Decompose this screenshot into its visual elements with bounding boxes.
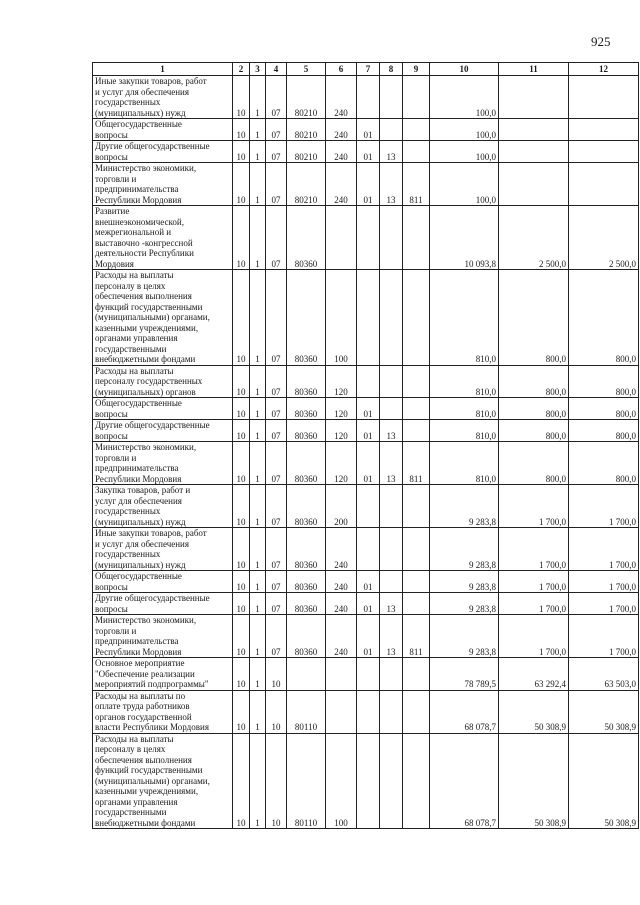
- row-name-cell: Другие общегосударственные вопросы: [93, 593, 233, 615]
- amount-cell: [499, 163, 569, 206]
- amount-cell: 2 500,0: [499, 206, 569, 270]
- amount-cell: [569, 141, 639, 163]
- code-cell: 80210: [287, 119, 326, 141]
- row-name-cell: Министерство экономики, торговли и предпринимательства Республики Мордовия: [93, 442, 233, 485]
- code-cell: 10: [266, 690, 287, 733]
- code-cell: 1: [250, 658, 266, 691]
- column-header: 1: [93, 63, 233, 76]
- code-cell: [357, 733, 380, 829]
- amount-cell: 1 700,0: [569, 485, 639, 528]
- code-cell: 1: [250, 690, 266, 733]
- code-cell: [403, 485, 430, 528]
- code-cell: 07: [266, 141, 287, 163]
- code-cell: [380, 365, 403, 398]
- amount-cell: 1 700,0: [499, 528, 569, 571]
- code-cell: 01: [357, 398, 380, 420]
- row-name-cell: Расходы на выплаты персоналу в целях обеспечения выполнения функций государственными (муниципальными) органами, казенными учреждениями, органами управления государственными внебюджетными фондами: [93, 733, 233, 829]
- code-cell: 13: [380, 442, 403, 485]
- budget-table: [92, 62, 639, 829]
- code-cell: 01: [357, 119, 380, 141]
- row-name-cell: Закупка товаров, работ и услуг для обеспечения государственных (муниципальных) нужд: [93, 485, 233, 528]
- code-cell: [380, 119, 403, 141]
- code-cell: [380, 76, 403, 119]
- amount-cell: [499, 141, 569, 163]
- code-cell: 10: [233, 420, 250, 442]
- amount-cell: 800,0: [499, 365, 569, 398]
- table-body: [93, 76, 639, 829]
- code-cell: 120: [326, 398, 357, 420]
- row-name-cell: Основное мероприятие "Обеспечение реализации мероприятий подпрограммы": [93, 658, 233, 691]
- table-row: [93, 442, 639, 485]
- row-name-cell: Развитие внешнеэкономической, межрегиональной и выставочно -конгрессной деятельности Республики Мордовия: [93, 206, 233, 270]
- code-cell: [357, 206, 380, 270]
- code-cell: 10: [233, 690, 250, 733]
- code-cell: 10: [233, 733, 250, 829]
- amount-cell: 9 283,8: [430, 593, 499, 615]
- code-cell: 07: [266, 420, 287, 442]
- code-cell: 1: [250, 398, 266, 420]
- code-cell: [357, 485, 380, 528]
- code-cell: 1: [250, 270, 266, 366]
- code-cell: [403, 658, 430, 691]
- amount-cell: 68 078,7: [430, 733, 499, 829]
- amount-cell: 810,0: [430, 398, 499, 420]
- code-cell: 80360: [287, 442, 326, 485]
- code-cell: 01: [357, 141, 380, 163]
- column-header: 5: [287, 63, 326, 76]
- code-cell: [403, 420, 430, 442]
- table-row: [93, 658, 639, 691]
- column-header: 11: [499, 63, 569, 76]
- code-cell: 80360: [287, 593, 326, 615]
- code-cell: 07: [266, 528, 287, 571]
- table-row: [93, 485, 639, 528]
- amount-cell: 1 700,0: [569, 593, 639, 615]
- amount-cell: [499, 119, 569, 141]
- code-cell: 13: [380, 615, 403, 658]
- code-cell: [403, 206, 430, 270]
- code-cell: 10: [233, 398, 250, 420]
- code-cell: 01: [357, 571, 380, 593]
- code-cell: 07: [266, 365, 287, 398]
- code-cell: 80110: [287, 690, 326, 733]
- code-cell: 07: [266, 615, 287, 658]
- code-cell: [357, 658, 380, 691]
- code-cell: 240: [326, 593, 357, 615]
- code-cell: 10: [233, 615, 250, 658]
- code-cell: 240: [326, 141, 357, 163]
- code-cell: [403, 593, 430, 615]
- amount-cell: 800,0: [569, 270, 639, 366]
- table-row: [93, 270, 639, 366]
- amount-cell: 50 308,9: [499, 733, 569, 829]
- code-cell: 1: [250, 442, 266, 485]
- code-cell: 1: [250, 365, 266, 398]
- code-cell: 01: [357, 442, 380, 485]
- code-cell: 01: [357, 163, 380, 206]
- amount-cell: 810,0: [430, 442, 499, 485]
- code-cell: 10: [233, 528, 250, 571]
- amount-cell: 800,0: [499, 398, 569, 420]
- code-cell: 1: [250, 206, 266, 270]
- code-cell: [380, 270, 403, 366]
- column-header: 10: [430, 63, 499, 76]
- code-cell: 13: [380, 420, 403, 442]
- amount-cell: 1 700,0: [499, 593, 569, 615]
- code-cell: 80110: [287, 733, 326, 829]
- amount-cell: 63 292,4: [499, 658, 569, 691]
- amount-cell: 63 503,0: [569, 658, 639, 691]
- row-name-cell: Министерство экономики, торговли и предпринимательства Республики Мордовия: [93, 615, 233, 658]
- amount-cell: 810,0: [430, 420, 499, 442]
- column-header: 12: [569, 63, 639, 76]
- code-cell: 100: [326, 270, 357, 366]
- amount-cell: [569, 76, 639, 119]
- code-cell: 07: [266, 571, 287, 593]
- code-cell: [357, 270, 380, 366]
- code-cell: 13: [380, 593, 403, 615]
- code-cell: [403, 733, 430, 829]
- code-cell: [403, 365, 430, 398]
- amount-cell: 810,0: [430, 270, 499, 366]
- code-cell: 1: [250, 615, 266, 658]
- row-name-cell: Общегосударственные вопросы: [93, 119, 233, 141]
- row-name-cell: Расходы на выплаты по оплате труда работников органов государственной власти Республики Мордовия: [93, 690, 233, 733]
- code-cell: 07: [266, 119, 287, 141]
- amount-cell: 100,0: [430, 119, 499, 141]
- code-cell: 80210: [287, 76, 326, 119]
- amount-cell: 800,0: [499, 420, 569, 442]
- code-cell: [380, 485, 403, 528]
- code-cell: [357, 690, 380, 733]
- code-cell: 07: [266, 593, 287, 615]
- column-header: 2: [233, 63, 250, 76]
- code-cell: 10: [266, 658, 287, 691]
- table-row: [93, 420, 639, 442]
- code-cell: [326, 206, 357, 270]
- code-cell: 80360: [287, 270, 326, 366]
- code-cell: 80360: [287, 206, 326, 270]
- code-cell: 1: [250, 528, 266, 571]
- column-header: 8: [380, 63, 403, 76]
- code-cell: 13: [380, 141, 403, 163]
- code-cell: 1: [250, 163, 266, 206]
- amount-cell: 800,0: [569, 420, 639, 442]
- code-cell: 120: [326, 420, 357, 442]
- amount-cell: 78 789,5: [430, 658, 499, 691]
- code-cell: [357, 528, 380, 571]
- row-name-cell: Министерство экономики, торговли и предпринимательства Республики Мордовия: [93, 163, 233, 206]
- code-cell: 01: [357, 593, 380, 615]
- code-cell: 1: [250, 119, 266, 141]
- amount-cell: 800,0: [569, 365, 639, 398]
- row-name-cell: Расходы на выплаты персоналу государственных (муниципальных) органов: [93, 365, 233, 398]
- code-cell: 10: [233, 206, 250, 270]
- code-cell: 07: [266, 270, 287, 366]
- code-cell: [403, 571, 430, 593]
- code-cell: [403, 398, 430, 420]
- amount-cell: 2 500,0: [569, 206, 639, 270]
- code-cell: 13: [380, 163, 403, 206]
- row-name-cell: Другие общегосударственные вопросы: [93, 420, 233, 442]
- code-cell: 811: [403, 442, 430, 485]
- column-header: 9: [403, 63, 430, 76]
- code-cell: [380, 206, 403, 270]
- code-cell: [326, 690, 357, 733]
- amount-cell: 9 283,8: [430, 571, 499, 593]
- code-cell: 240: [326, 615, 357, 658]
- table-row: [93, 571, 639, 593]
- code-cell: 80360: [287, 365, 326, 398]
- column-header: 4: [266, 63, 287, 76]
- code-cell: 1: [250, 733, 266, 829]
- row-name-cell: Расходы на выплаты персоналу в целях обеспечения выполнения функций государственными (муниципальными) органами, казенными учреждениями, органами управления государственными внебюджетными фондами: [93, 270, 233, 366]
- code-cell: 10: [233, 442, 250, 485]
- code-cell: 240: [326, 528, 357, 571]
- code-cell: 80210: [287, 163, 326, 206]
- code-cell: 100: [326, 733, 357, 829]
- row-name-cell: Общегосударственные вопросы: [93, 571, 233, 593]
- row-name-cell: Иные закупки товаров, работ и услуг для обеспечения государственных (муниципальных) нужд: [93, 528, 233, 571]
- code-cell: 120: [326, 442, 357, 485]
- code-cell: 10: [233, 119, 250, 141]
- code-cell: 80360: [287, 420, 326, 442]
- code-cell: [380, 398, 403, 420]
- code-cell: 120: [326, 365, 357, 398]
- amount-cell: 9 283,8: [430, 485, 499, 528]
- code-cell: [287, 658, 326, 691]
- code-cell: [326, 658, 357, 691]
- amount-cell: 1 700,0: [569, 571, 639, 593]
- code-cell: [380, 733, 403, 829]
- page-number: 925: [591, 34, 611, 49]
- code-cell: 1: [250, 593, 266, 615]
- code-cell: 240: [326, 76, 357, 119]
- code-cell: [357, 76, 380, 119]
- code-cell: 07: [266, 206, 287, 270]
- amount-cell: 810,0: [430, 365, 499, 398]
- amount-cell: 9 283,8: [430, 615, 499, 658]
- code-cell: [403, 119, 430, 141]
- code-cell: 07: [266, 398, 287, 420]
- table-row: [93, 76, 639, 119]
- column-header: 7: [357, 63, 380, 76]
- code-cell: 10: [233, 658, 250, 691]
- code-cell: 07: [266, 76, 287, 119]
- amount-cell: 800,0: [569, 398, 639, 420]
- code-cell: 811: [403, 163, 430, 206]
- code-cell: [403, 270, 430, 366]
- code-cell: [380, 528, 403, 571]
- code-cell: 10: [233, 141, 250, 163]
- code-cell: 07: [266, 485, 287, 528]
- code-cell: [380, 571, 403, 593]
- code-cell: 1: [250, 420, 266, 442]
- code-cell: [357, 365, 380, 398]
- code-cell: [380, 690, 403, 733]
- code-cell: 07: [266, 442, 287, 485]
- code-cell: 10: [233, 163, 250, 206]
- code-cell: 10: [233, 365, 250, 398]
- amount-cell: 9 283,8: [430, 528, 499, 571]
- amount-cell: 1 700,0: [569, 615, 639, 658]
- table-row: [93, 206, 639, 270]
- code-cell: 10: [233, 76, 250, 119]
- amount-cell: 100,0: [430, 141, 499, 163]
- code-cell: 07: [266, 163, 287, 206]
- table-row: [93, 593, 639, 615]
- code-cell: 200: [326, 485, 357, 528]
- code-cell: 80210: [287, 141, 326, 163]
- amount-cell: 50 308,9: [499, 690, 569, 733]
- table-row: [93, 733, 639, 829]
- code-cell: 240: [326, 163, 357, 206]
- amount-cell: 50 308,9: [569, 690, 639, 733]
- column-header: 3: [250, 63, 266, 76]
- code-cell: 01: [357, 420, 380, 442]
- code-cell: [403, 528, 430, 571]
- amount-cell: 68 078,7: [430, 690, 499, 733]
- code-cell: 1: [250, 571, 266, 593]
- table-row: [93, 365, 639, 398]
- amount-cell: 10 093,8: [430, 206, 499, 270]
- code-cell: 1: [250, 76, 266, 119]
- amount-cell: 100,0: [430, 76, 499, 119]
- code-cell: [403, 690, 430, 733]
- amount-cell: [569, 119, 639, 141]
- amount-cell: 1 700,0: [499, 485, 569, 528]
- table-row: [93, 141, 639, 163]
- amount-cell: 100,0: [430, 163, 499, 206]
- code-cell: 80360: [287, 615, 326, 658]
- code-cell: 01: [357, 615, 380, 658]
- code-cell: 80360: [287, 571, 326, 593]
- amount-cell: 1 700,0: [499, 571, 569, 593]
- table-row: [93, 163, 639, 206]
- code-cell: 10: [233, 485, 250, 528]
- code-cell: 80360: [287, 398, 326, 420]
- column-header: 6: [326, 63, 357, 76]
- table-row: [93, 690, 639, 733]
- row-name-cell: Иные закупки товаров, работ и услуг для обеспечения государственных (муниципальных) нужд: [93, 76, 233, 119]
- code-cell: 1: [250, 485, 266, 528]
- header-row: [93, 63, 639, 76]
- code-cell: 10: [233, 571, 250, 593]
- amount-cell: 800,0: [569, 442, 639, 485]
- code-cell: 811: [403, 615, 430, 658]
- code-cell: 1: [250, 141, 266, 163]
- row-name-cell: Общегосударственные вопросы: [93, 398, 233, 420]
- code-cell: 240: [326, 571, 357, 593]
- table-row: [93, 119, 639, 141]
- amount-cell: [499, 76, 569, 119]
- code-cell: 10: [233, 270, 250, 366]
- row-name-cell: Другие общегосударственные вопросы: [93, 141, 233, 163]
- table-row: [93, 398, 639, 420]
- table-header: [93, 63, 639, 76]
- code-cell: 80360: [287, 528, 326, 571]
- amount-cell: 800,0: [499, 270, 569, 366]
- code-cell: 10: [233, 593, 250, 615]
- code-cell: 80360: [287, 485, 326, 528]
- code-cell: [403, 141, 430, 163]
- table-row: [93, 528, 639, 571]
- amount-cell: 50 308,9: [569, 733, 639, 829]
- code-cell: [380, 658, 403, 691]
- amount-cell: 800,0: [499, 442, 569, 485]
- amount-cell: [569, 163, 639, 206]
- table-row: [93, 615, 639, 658]
- amount-cell: 1 700,0: [569, 528, 639, 571]
- code-cell: 10: [266, 733, 287, 829]
- code-cell: 240: [326, 119, 357, 141]
- amount-cell: 1 700,0: [499, 615, 569, 658]
- code-cell: [403, 76, 430, 119]
